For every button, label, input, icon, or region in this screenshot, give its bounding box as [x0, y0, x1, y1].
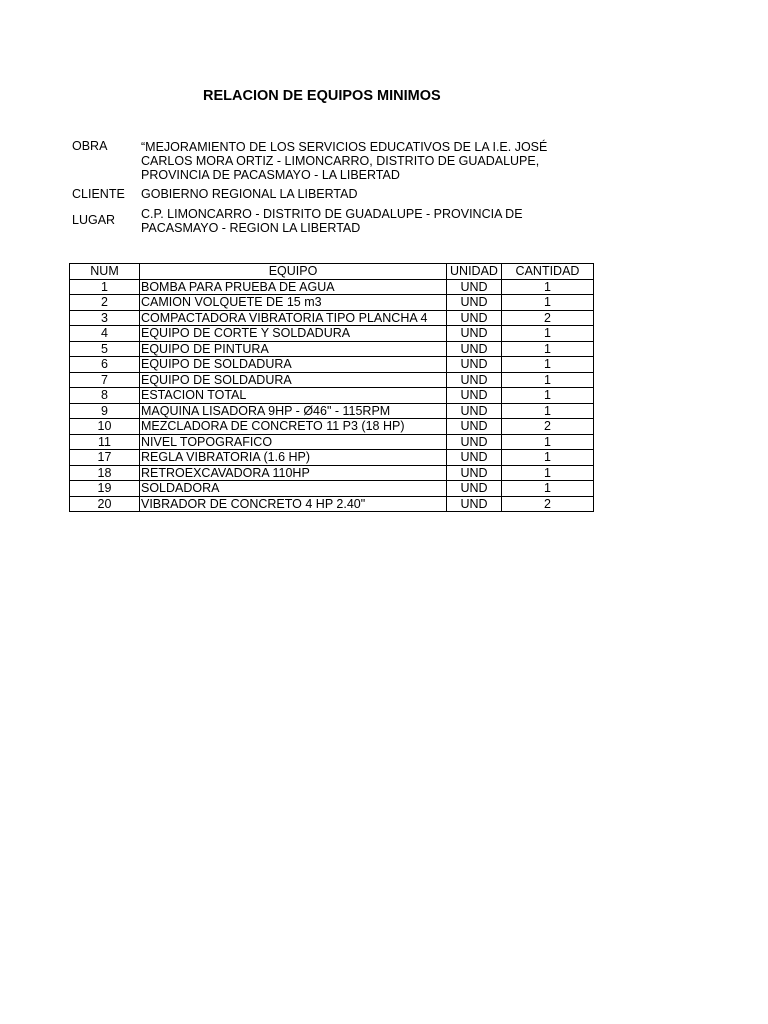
table-row	[70, 434, 594, 450]
cell-num: 17	[70, 450, 140, 466]
table-row	[70, 481, 594, 497]
cell-num: 9	[70, 403, 140, 419]
cell-unidad: UND	[447, 310, 502, 326]
cell-equipo: EQUIPO DE SOLDADURA	[140, 372, 447, 388]
table-row	[70, 357, 594, 373]
cell-unidad: UND	[447, 481, 502, 497]
cell-num: 4	[70, 326, 140, 342]
cell-equipo: REGLA VIBRATORIA (1.6 HP)	[140, 450, 447, 466]
obra-label: OBRA	[72, 139, 108, 153]
cell-unidad: UND	[447, 279, 502, 295]
cell-num: 10	[70, 419, 140, 435]
cell-cantidad: 2	[502, 419, 594, 435]
cell-equipo: SOLDADORA	[140, 481, 447, 497]
table-row	[70, 450, 594, 466]
table-row	[70, 295, 594, 311]
cell-cantidad: 2	[502, 496, 594, 512]
cell-cantidad: 1	[502, 434, 594, 450]
cell-unidad: UND	[447, 465, 502, 481]
cell-cantidad: 1	[502, 295, 594, 311]
cell-cantidad: 1	[502, 481, 594, 497]
cell-equipo: NIVEL TOPOGRAFICO	[140, 434, 447, 450]
table-row	[70, 279, 594, 295]
cell-num: 2	[70, 295, 140, 311]
page-title: RELACION DE EQUIPOS MINIMOS	[203, 88, 441, 104]
cell-equipo: CAMION VOLQUETE DE 15 m3	[140, 295, 447, 311]
cell-cantidad: 1	[502, 403, 594, 419]
table-row	[70, 465, 594, 481]
cell-cantidad: 1	[502, 357, 594, 373]
table-row	[70, 341, 594, 357]
cell-num: 6	[70, 357, 140, 373]
cell-unidad: UND	[447, 341, 502, 357]
cell-equipo: RETROEXCAVADORA 110HP	[140, 465, 447, 481]
header-unidad: UNIDAD	[447, 264, 502, 280]
cell-unidad: UND	[447, 372, 502, 388]
cell-unidad: UND	[447, 496, 502, 512]
cell-equipo: ESTACION TOTAL	[140, 388, 447, 404]
cell-num: 7	[70, 372, 140, 388]
cell-cantidad: 1	[502, 450, 594, 466]
cell-unidad: UND	[447, 450, 502, 466]
table-body	[70, 279, 594, 512]
table-row	[70, 496, 594, 512]
table-row	[70, 388, 594, 404]
table-row	[70, 372, 594, 388]
cell-equipo: MAQUINA LISADORA 9HP - Ø46" - 115RPM	[140, 403, 447, 419]
cell-num: 11	[70, 434, 140, 450]
cell-cantidad: 1	[502, 341, 594, 357]
cell-equipo: BOMBA PARA PRUEBA DE AGUA	[140, 279, 447, 295]
cell-num: 5	[70, 341, 140, 357]
cell-unidad: UND	[447, 388, 502, 404]
cell-num: 19	[70, 481, 140, 497]
cell-cantidad: 1	[502, 279, 594, 295]
cell-equipo: EQUIPO DE PINTURA	[140, 341, 447, 357]
cell-unidad: UND	[447, 403, 502, 419]
header-equipo: EQUIPO	[140, 264, 447, 280]
cell-unidad: UND	[447, 326, 502, 342]
cliente-value: GOBIERNO REGIONAL LA LIBERTAD	[141, 187, 358, 201]
equipment-table	[69, 263, 594, 512]
cell-unidad: UND	[447, 295, 502, 311]
cliente-label: CLIENTE	[72, 187, 125, 201]
obra-value: “MEJORAMIENTO DE LOS SERVICIOS EDUCATIVOS DE LA I.E. JOSÉ CARLOS MORA ORTIZ - LIMONCARRO, DISTRITO DE GUADALUPE, PROVINCIA DE PACASMAYO - LA LIBERTAD	[141, 140, 548, 182]
table-row	[70, 310, 594, 326]
table-row	[70, 403, 594, 419]
table-row	[70, 419, 594, 435]
cell-unidad: UND	[447, 419, 502, 435]
cell-equipo: VIBRADOR DE CONCRETO 4 HP 2.40"	[140, 496, 447, 512]
cell-num: 1	[70, 279, 140, 295]
cell-equipo: EQUIPO DE SOLDADURA	[140, 357, 447, 373]
lugar-label: LUGAR	[72, 213, 116, 227]
cell-equipo: MEZCLADORA DE CONCRETO 11 P3 (18 HP)	[140, 419, 447, 435]
header-num: NUM	[70, 264, 140, 280]
cell-cantidad: 2	[502, 310, 594, 326]
table-row	[70, 326, 594, 342]
cell-cantidad: 1	[502, 388, 594, 404]
cell-cantidad: 1	[502, 326, 594, 342]
lugar-value: C.P. LIMONCARRO - DISTRITO DE GUADALUPE - PROVINCIA DE PACASMAYO - REGION LA LIBERTAD	[141, 207, 523, 235]
cell-cantidad: 1	[502, 372, 594, 388]
cell-equipo: COMPACTADORA VIBRATORIA TIPO PLANCHA 4	[140, 310, 447, 326]
cell-num: 3	[70, 310, 140, 326]
cell-equipo: EQUIPO DE CORTE Y SOLDADURA	[140, 326, 447, 342]
cell-unidad: UND	[447, 357, 502, 373]
table-header-row	[70, 264, 594, 280]
cell-unidad: UND	[447, 434, 502, 450]
cell-num: 8	[70, 388, 140, 404]
header-cantidad: CANTIDAD	[502, 264, 594, 280]
cell-num: 20	[70, 496, 140, 512]
cell-num: 18	[70, 465, 140, 481]
cell-cantidad: 1	[502, 465, 594, 481]
